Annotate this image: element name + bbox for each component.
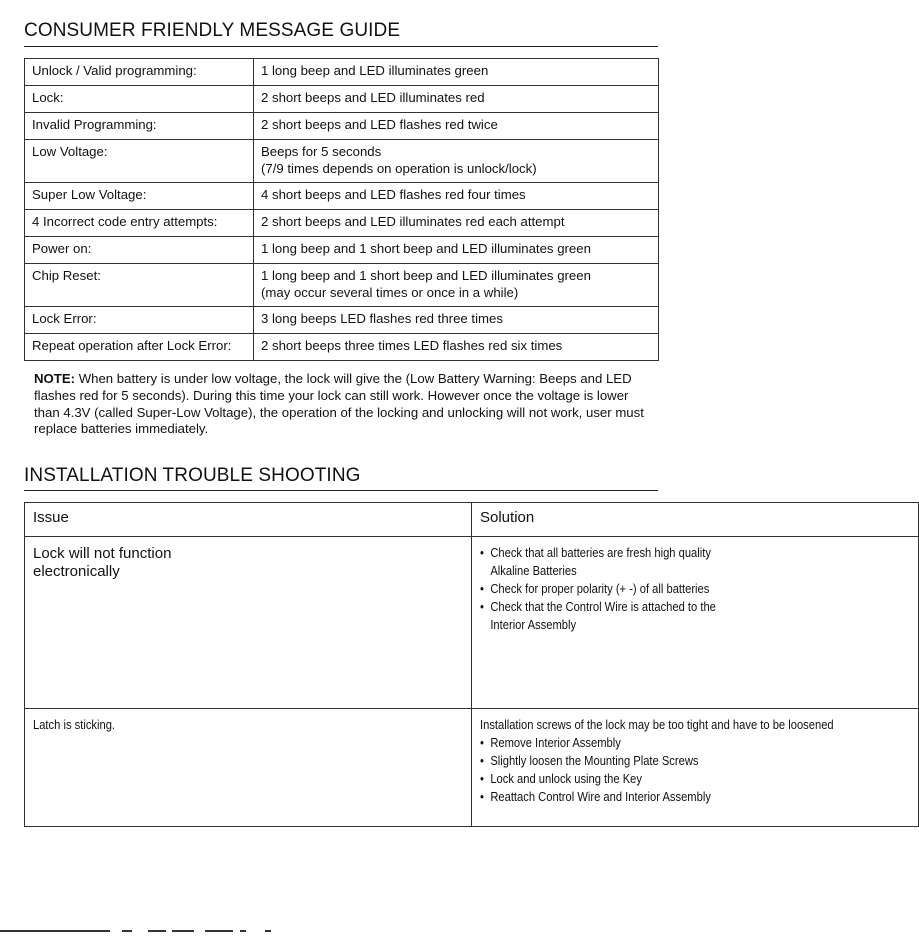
title-underline: [24, 46, 658, 47]
description-line: 2 short beeps and LED illuminates red each attempt: [261, 214, 565, 229]
message-description: [254, 140, 659, 183]
message-label: Repeat operation after Lock Error:: [25, 334, 254, 361]
description-line: 4 short beeps and LED flashes red four times: [261, 187, 526, 202]
note-text: When battery is under low voltage, the lock will give the (Low Battery Warning: Beeps and LED flashes red for 5 seconds). During this time your lock can still work. However once the voltage is lower than 4.3V (called Super-Low Voltage), the operation of the locking and unlocking will not work, user must replace batteries immediately.: [34, 371, 644, 437]
printer-marks: [0, 930, 280, 934]
message-description: [254, 237, 659, 264]
list-item: • Check for proper polarity (+ -) of all batteries: [480, 581, 710, 596]
description-line: 1 long beep and 1 short beep and LED illuminates green: [261, 268, 591, 283]
troubleshooting-table: [24, 502, 919, 827]
issue-text: Latch is sticking.: [33, 717, 116, 732]
note-label: NOTE:: [34, 371, 76, 386]
message-label: Chip Reset:: [25, 264, 254, 307]
message-label: 4 Incorrect code entry attempts:: [25, 210, 254, 237]
table-row: [25, 537, 919, 709]
message-label: Power on:: [25, 237, 254, 264]
description-line: Beeps for 5 seconds: [261, 144, 382, 159]
list-item: • Remove Interior Assembly: [480, 735, 621, 750]
message-label: Low Voltage:: [25, 140, 254, 183]
table-row: [25, 334, 659, 361]
message-label: Lock:: [25, 86, 254, 113]
issue-cell: [25, 709, 472, 827]
message-description: [254, 307, 659, 334]
description-line: 1 long beep and 1 short beep and LED illuminates green: [261, 241, 591, 256]
issue-text: Lock will not function electronically: [33, 545, 172, 580]
solution-cell: [472, 537, 919, 709]
message-label: Lock Error:: [25, 307, 254, 334]
table-row: [25, 210, 659, 237]
table-row: [25, 59, 659, 86]
list-item: • Lock and unlock using the Key: [480, 771, 642, 786]
table-row: [25, 307, 659, 334]
description-line: 1 long beep and LED illuminates green: [261, 63, 489, 78]
message-label: Unlock / Valid programming:: [25, 59, 254, 86]
table-row: [25, 86, 659, 113]
message-description: [254, 264, 659, 307]
battery-note: [34, 371, 644, 438]
troubleshooting-title: INSTALLATION TROUBLE SHOOTING: [24, 465, 361, 486]
table-row: [25, 264, 659, 307]
list-item: • Check that the Control Wire is attached to the Interior Assembly: [480, 599, 716, 632]
message-description: [254, 183, 659, 210]
solution-text: [480, 714, 850, 806]
message-label: Super Low Voltage:: [25, 183, 254, 210]
table-row: [25, 113, 659, 140]
message-description: [254, 59, 659, 86]
description-line: (7/9 times depends on operation is unlock/lock): [261, 160, 537, 176]
solution-header-cell: [472, 503, 919, 537]
table-header-row: [25, 503, 919, 537]
list-item: • Reattach Control Wire and Interior Assembly: [480, 789, 711, 804]
description-line: (may occur several times or once in a while): [261, 284, 519, 300]
description-line: 2 short beeps and LED flashes red twice: [261, 117, 498, 132]
message-description: [254, 113, 659, 140]
solution-intro: Installation screws of the lock may be too tight and have to be loosened: [480, 717, 834, 732]
table-row: [25, 183, 659, 210]
list-item: • Check that all batteries are fresh high quality Alkaline Batteries: [480, 545, 711, 578]
solution-text: [480, 542, 850, 634]
table-row: [25, 237, 659, 264]
issue-header: Issue: [33, 509, 69, 526]
message-guide-title: CONSUMER FRIENDLY MESSAGE GUIDE: [24, 20, 401, 41]
list-item: • Slightly loosen the Mounting Plate Screws: [480, 753, 699, 768]
description-line: 3 long beeps LED flashes red three times: [261, 311, 503, 326]
message-guide-table: [24, 58, 659, 361]
solution-cell: [472, 709, 919, 827]
message-description: [254, 334, 659, 361]
description-line: 2 short beeps three times LED flashes red six times: [261, 338, 563, 353]
issue-header-cell: [25, 503, 472, 537]
table-row: [25, 709, 919, 827]
title-underline: [24, 490, 658, 491]
table-row: [25, 140, 659, 183]
message-description: [254, 210, 659, 237]
issue-cell: [25, 537, 472, 709]
message-label: Invalid Programming:: [25, 113, 254, 140]
message-description: [254, 86, 659, 113]
solution-header: Solution: [480, 509, 535, 526]
description-line: 2 short beeps and LED illuminates red: [261, 90, 485, 105]
